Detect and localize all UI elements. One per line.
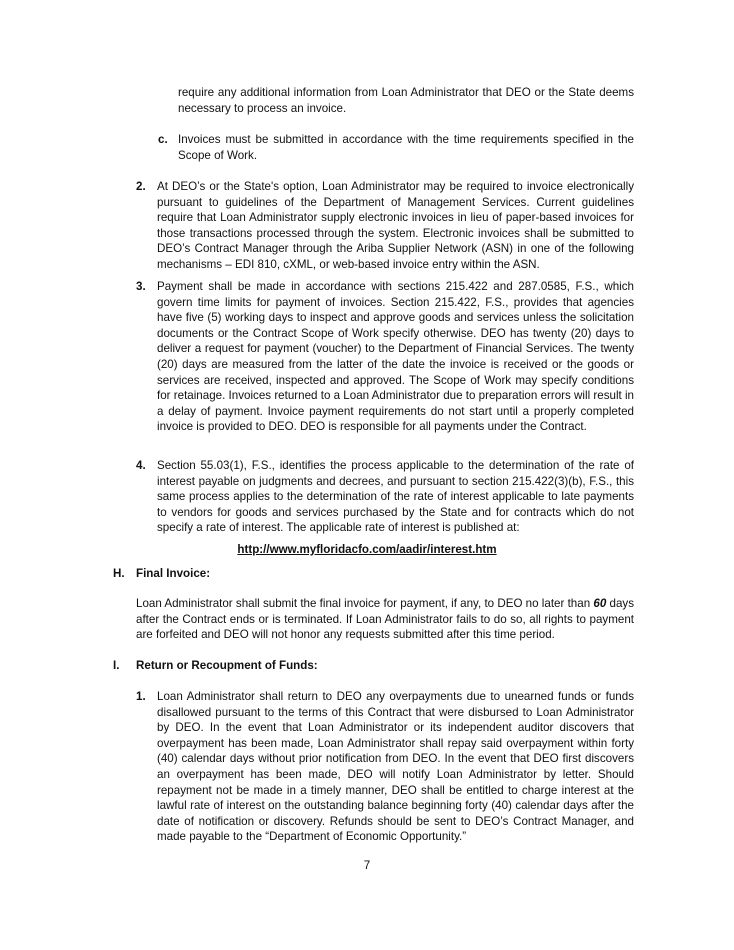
page-number: 7 [363, 859, 371, 872]
item-c-marker: c. [158, 133, 168, 146]
section-h-text: Loan Administrator shall submit the final invoice for payment, if any, to DEO no later than 60 days after the Contract ends or is terminated. If Loan Administrator fails to do so, all rights to payment are forfeited and DEO will not honor any requests submitted after this time period. [136, 597, 634, 642]
interest-rate-link[interactable]: http://www.myfloridacfo.com/aadir/interest.htm [237, 543, 497, 556]
section-i-title: Return or Recoupment of Funds: [136, 659, 318, 672]
section-h-title: Final Invoice: [136, 567, 211, 580]
item-2-text: At DEO’s or the State's option, Loan Administrator may be required to invoice electronically pursuant to guidelines of the Department of Management Services. Current guidelines require that Loan Administrator supply electronic invoices in lieu of paper-based invoices for those transactions processed through the system. Electronic invoices shall be submitted to DEO’s Contract Manager through the Ariba Supplier Network (ASN) in one of the following mechanisms – EDI 810, cXML, or web-based invoice entry within the ASN. [157, 180, 634, 271]
item-2-marker: 2. [136, 180, 146, 193]
section-i-item-1-marker: 1. [136, 690, 146, 703]
section-h-marker: H. [113, 567, 125, 580]
item-4-marker: 4. [136, 459, 146, 472]
final-invoice-days: 60 [593, 597, 607, 610]
item-c-text: Invoices must be submitted in accordance with the time requirements specified in the Scope of Work. [178, 133, 634, 162]
item-4-text: Section 55.03(1), F.S., identifies the process applicable to the determination of the rate of interest payable on judgments and decrees, and pursuant to section 215.422(3)(b), F.S., this same process applies to the determination of the rate of interest applicable to late payments to vendors for goods and services purchased by the State and for contracts which do not specify a rate of interest. The applicable rate of interest is published at: [157, 459, 634, 535]
item-3-text: Payment shall be made in accordance with sections 215.422 and 287.0585, F.S., which govern time limits for payment of invoices. Section 215.422, F.S., provides that agencies have five (5) working days to inspect and approve goods and services unless the solicitation documents or the Contract Scope of Work specify otherwise. DEO has twenty (20) days to deliver a request for payment (voucher) to the Department of Financial Services. The twenty (20) days are measured from the latter of the date the invoice is received or the goods or services are received, inspected and approved. The Scope of Work may specify conditions for retainage. Invoices returned to a Loan Administrator due to preparation errors will result in a delay of payment. Invoice payment requirements do not start until a properly completed invoice is provided to DEO. DEO is responsible for all payments under the Contract. [157, 280, 634, 434]
section-i-item-1-text: Loan Administrator shall return to DEO any overpayments due to unearned funds or funds disallowed pursuant to the terms of this Contract that were disbursed to Loan Administrator by DEO. In the event that Loan Administrator or its independent auditor discovers that overpayment has been made, Loan Administrator shall repay said overpayment within forty (40) calendar days without prior notification from DEO. In the event that DEO first discovers an overpayment has been made, DEO will notify Loan Administrator by letter. Should repayment not be made in a timely manner, DEO shall be entitled to charge interest at the lawful rate of interest on the outstanding balance beginning forty (40) calendar days after the date of notification or discovery. Refunds should be sent to DEO’s Contract Manager, and made payable to the “Department of Economic Opportunity.” [157, 690, 634, 844]
item-3-marker: 3. [136, 280, 146, 293]
item-b-continuation: require any additional information from Loan Administrator that DEO or the State deems necessary to process an invoice. [178, 86, 634, 115]
section-i-marker: I. [113, 659, 120, 672]
